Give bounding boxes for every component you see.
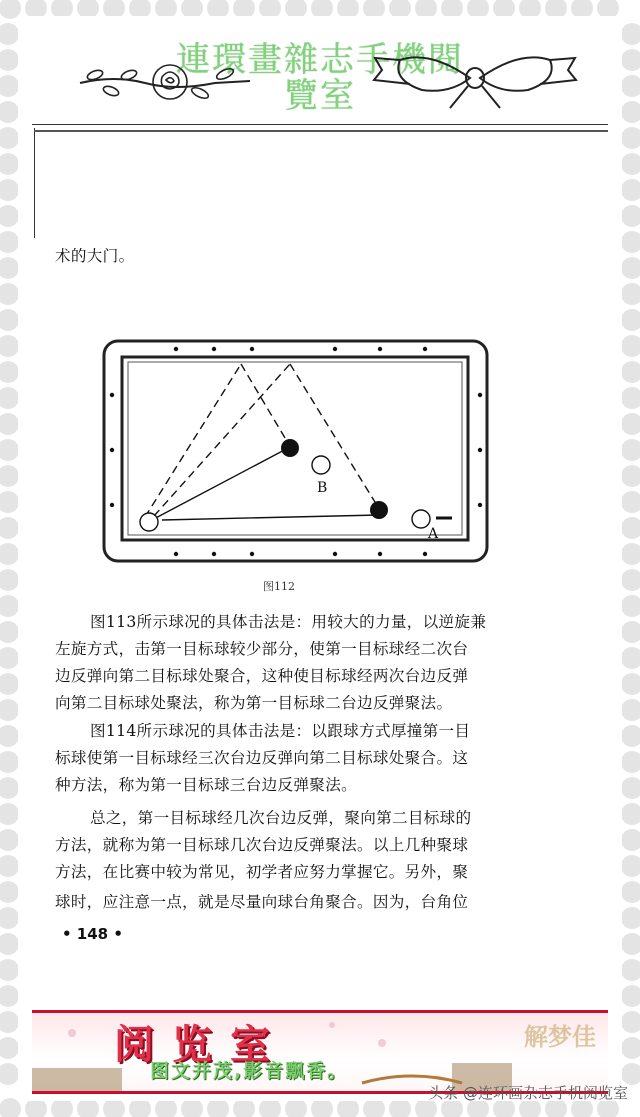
paragraph-line: 图114所示球况的具体击法是：以跟球方式厚撞第一目	[90, 722, 471, 740]
ball-a-label: A	[428, 526, 439, 542]
paragraph-line: 边反弹向第二目标球处聚合，这种使目标球经两次台边反弹	[55, 667, 469, 685]
paragraph-line: 向第二目标球处聚法，称为第一目标球二台边反弹聚法。	[55, 694, 453, 712]
figure-caption: 图112	[263, 580, 295, 593]
rose-vine-ornament	[75, 55, 255, 110]
paragraph-line: 种方法，称为第一目标球三台边反弹聚法。	[55, 776, 357, 794]
ball-b-label: B	[317, 480, 328, 496]
scan-left-edge	[34, 128, 35, 238]
page-number: • 148 •	[62, 925, 123, 943]
bow-ornament	[370, 48, 580, 110]
figure-112-billiard-diagram	[100, 335, 494, 571]
paragraph-line: 方法，在比赛中较为常见，初学者应努力掌握它。另外，聚	[55, 863, 469, 881]
paragraph-line: 方法，就称为第一目标球几次台边反弹聚法。以上几种聚球	[55, 836, 469, 854]
header-divider	[32, 124, 608, 125]
source-watermark: 头条 @连环画杂志手机阅览室	[428, 1084, 628, 1102]
continued-line: 术的大门。	[55, 247, 135, 265]
header-title-line1: 連環畫雜志手機閱	[176, 40, 464, 80]
banner-title: 阅览室	[114, 1022, 288, 1068]
paragraph-line: 球时，应注意一点，就是尽量向球台角聚合。因为，台角位	[55, 893, 469, 911]
paragraph-line: 左旋方式，击第一目标球较少部分，使第一目标球经二次台	[55, 640, 469, 658]
banner-side-text: 解梦佳	[524, 1023, 596, 1051]
scan-top-edge	[34, 130, 608, 132]
paragraph-line: 图113所示球况的具体击法是：用较大的力量，以逆旋兼	[90, 613, 487, 631]
paragraph-line: 标球使第一目标球经三次台边反弹向第二目标球处聚合。这	[55, 749, 469, 767]
header-title-line2: 覽室	[284, 76, 356, 116]
banner-subtitle: 图文并茂,影音飘香。	[150, 1060, 349, 1082]
paragraph-line: 总之，第一目标球经几次台边反弹，聚向第二目标球的	[90, 809, 472, 827]
